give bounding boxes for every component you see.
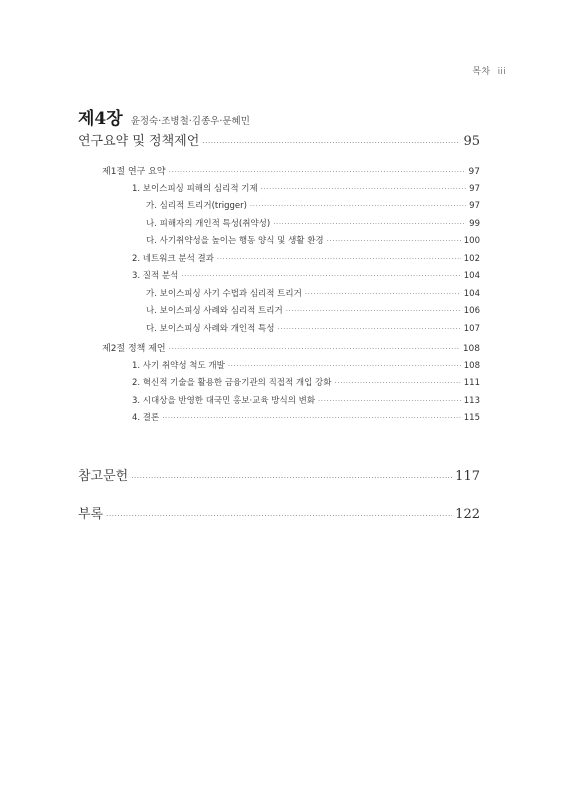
toc-dot-leader bbox=[162, 414, 461, 422]
toc-entry-item[interactable] bbox=[78, 287, 480, 305]
toc-dot-leader bbox=[318, 397, 461, 405]
toc-entry-section[interactable] bbox=[78, 164, 480, 182]
toc-entry-title: 다. 보이스피싱 사례와 개인적 특성 bbox=[146, 323, 275, 334]
toc-entry-title: 가. 심리적 트리거(trigger) bbox=[146, 201, 247, 211]
toc-entry-page: 115 bbox=[463, 413, 480, 423]
toc-entry-page: 102 bbox=[463, 253, 480, 264]
toc-entry-subsection[interactable] bbox=[78, 252, 480, 270]
spacer bbox=[78, 487, 480, 501]
toc-entry-title: 다. 사기취약성을 높이는 행동 양식 및 생활 환경 bbox=[146, 236, 324, 246]
toc-dot-leader bbox=[305, 290, 461, 298]
toc-entry-page: 104 bbox=[463, 271, 480, 281]
toc-entry-subsection[interactable] bbox=[78, 411, 480, 429]
toc-entry-item[interactable] bbox=[78, 199, 480, 217]
toc-entry-title: 1. 보이스피싱 피해의 심리적 기제 bbox=[132, 183, 258, 194]
toc-entry-subsection[interactable] bbox=[78, 394, 480, 412]
toc-dot-leader bbox=[250, 202, 466, 210]
chapter-number: 제4장 bbox=[78, 109, 123, 129]
toc-dot-leader bbox=[228, 362, 461, 370]
toc-entry-item[interactable] bbox=[78, 217, 480, 235]
toc-entry-page: 108 bbox=[463, 360, 480, 371]
toc-entry-section[interactable] bbox=[78, 341, 480, 359]
toc-entry-page: 97 bbox=[468, 167, 480, 177]
toc-entry-page: 106 bbox=[463, 306, 480, 316]
toc-entry-page: 99 bbox=[469, 218, 480, 229]
toc-entry-title: 1. 사기 취약성 척도 개발 bbox=[132, 360, 225, 371]
toc-entry-title: 4. 결론 bbox=[132, 413, 160, 423]
toc-dot-leader bbox=[334, 379, 460, 387]
toc-dot-leader bbox=[261, 185, 467, 193]
toc-entry-title: 연구요약 및 정책제언 bbox=[78, 134, 200, 149]
toc-entry-page: 104 bbox=[463, 288, 480, 299]
toc-entry-title: 부록 bbox=[78, 506, 104, 522]
toc-dot-leader bbox=[169, 168, 466, 176]
toc-entry-title: 참고문헌 bbox=[78, 468, 129, 484]
toc-entry-page: 97 bbox=[469, 183, 480, 194]
toc-entry-page: 117 bbox=[455, 468, 480, 484]
toc-entry-page: 95 bbox=[463, 134, 480, 149]
header-section-title: 목차 bbox=[472, 67, 491, 77]
chapter-heading bbox=[78, 104, 480, 128]
toc-entry-subsection[interactable] bbox=[78, 359, 480, 377]
toc-entry-appendix[interactable] bbox=[78, 503, 480, 525]
toc-entry-item[interactable] bbox=[78, 304, 480, 322]
chapter-authors: 윤정숙·조병철·김종우·문혜민 bbox=[130, 116, 250, 127]
toc-entry-page: 107 bbox=[463, 323, 480, 334]
toc-entry-subsection[interactable] bbox=[78, 376, 480, 394]
toc-entry-title: 3. 질적 분석 bbox=[132, 271, 179, 281]
toc-entry-subsection[interactable] bbox=[78, 269, 480, 287]
toc-dot-leader bbox=[202, 139, 460, 147]
toc-entry-title: 제2절 정책 제언 bbox=[102, 344, 166, 354]
toc-entry-chapter-title[interactable] bbox=[78, 130, 480, 154]
toc-entry-page: 97 bbox=[469, 201, 480, 211]
toc-entry-page: 113 bbox=[463, 395, 480, 406]
toc-dot-leader bbox=[169, 345, 460, 353]
toc-dot-leader bbox=[286, 307, 461, 315]
toc-entry-page: 111 bbox=[463, 378, 480, 388]
toc-dot-leader bbox=[217, 255, 461, 263]
toc-entry-title: 제1절 연구 요약 bbox=[102, 167, 166, 177]
toc-dot-leader bbox=[181, 272, 460, 280]
toc-entry-page: 122 bbox=[455, 506, 480, 522]
toc-dot-leader bbox=[277, 325, 460, 333]
toc-entry-references[interactable] bbox=[78, 465, 480, 487]
running-header bbox=[472, 64, 506, 77]
toc-entry-title: 나. 피해자의 개인적 특성(취약성) bbox=[146, 218, 271, 229]
toc-dot-leader bbox=[106, 512, 452, 520]
table-of-contents bbox=[78, 104, 480, 525]
toc-entry-title: 2. 혁신적 기술을 활용한 금융기관의 직접적 개입 강화 bbox=[132, 378, 332, 388]
header-page-number: iii bbox=[497, 67, 506, 77]
toc-entry-item[interactable] bbox=[78, 322, 480, 340]
toc-entry-title: 2. 네트워크 분석 결과 bbox=[132, 253, 214, 264]
toc-dot-leader bbox=[327, 237, 461, 245]
toc-dot-leader bbox=[131, 474, 452, 482]
toc-entry-page: 108 bbox=[462, 344, 480, 354]
toc-entry-page: 100 bbox=[463, 236, 480, 246]
toc-entry-subsection[interactable] bbox=[78, 182, 480, 200]
spacer bbox=[78, 429, 480, 463]
toc-entry-title: 나. 보이스피싱 사례와 심리적 트리거 bbox=[146, 306, 283, 316]
toc-entry-title: 3. 시대상을 반영한 대국민 홍보·교육 방식의 변화 bbox=[132, 395, 316, 406]
toc-entry-item[interactable] bbox=[78, 234, 480, 252]
toc-dot-leader bbox=[273, 220, 466, 228]
toc-entry-title: 가. 보이스피싱 사기 수법과 심리적 트리거 bbox=[146, 288, 302, 299]
